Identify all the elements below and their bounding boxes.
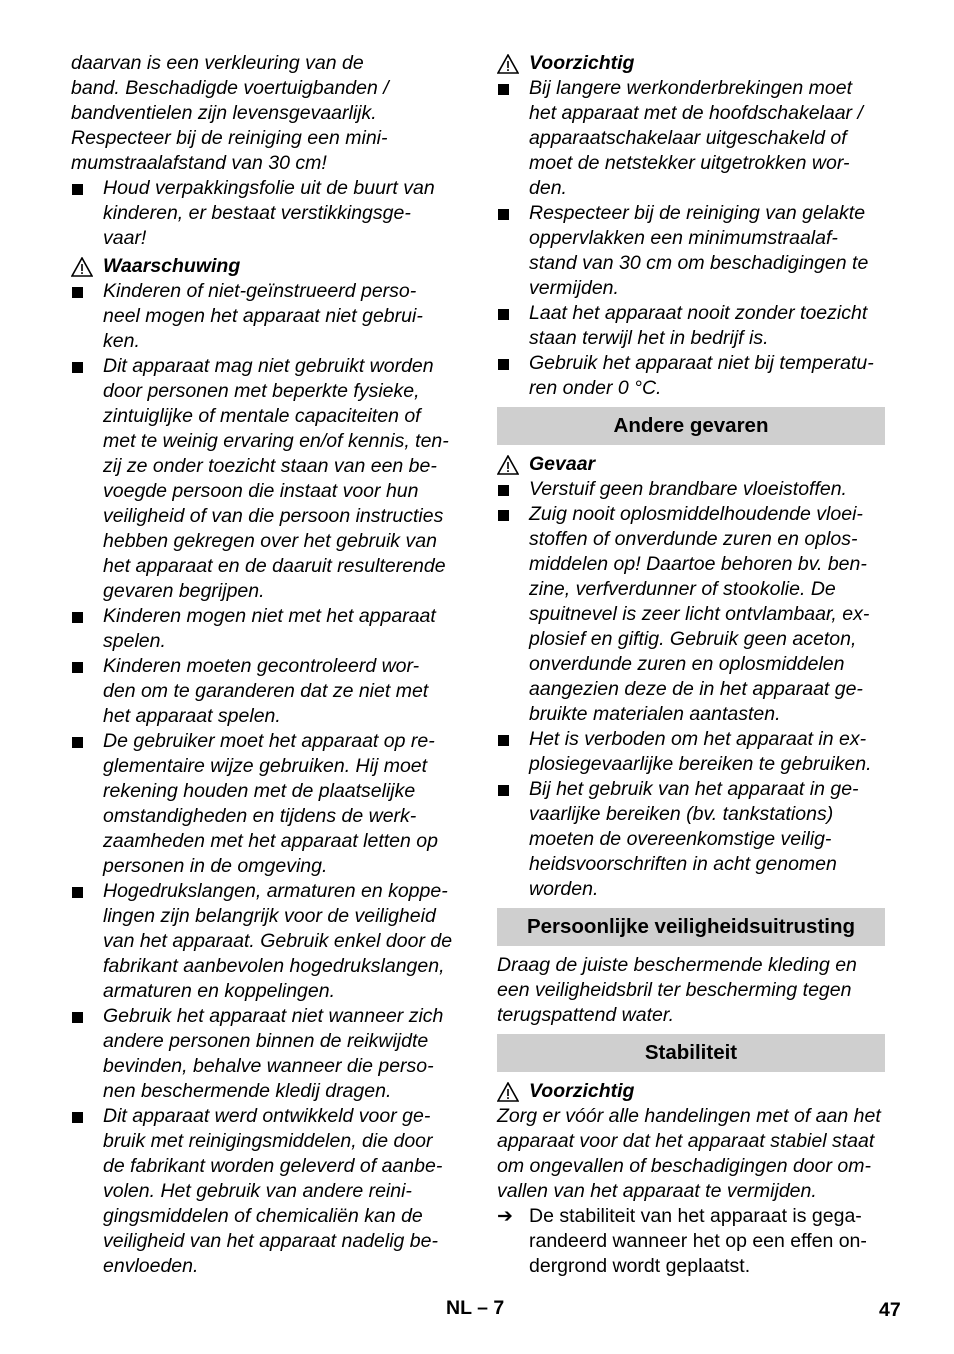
text-line: vermijden. <box>529 277 619 299</box>
list-item <box>71 279 459 354</box>
text-line: armaturen en koppelingen. <box>103 980 335 1002</box>
caution-heading-2 <box>497 1079 885 1104</box>
text-line: een veiligheidsbril ter bescherming tegen <box>497 979 852 1001</box>
list-item <box>497 777 885 902</box>
square-bullet-icon <box>72 612 83 623</box>
arrow-right-icon: ➔ <box>497 1206 513 1227</box>
square-bullet-icon <box>498 485 509 496</box>
text-line: middelen op! Daartoe behoren bv. ben- <box>529 553 867 575</box>
text-line: Kinderen of niet-geïnstrueerd perso- <box>103 280 417 302</box>
text-line: Bij langere werkonderbrekingen moet <box>529 77 853 99</box>
text-line: Laat het apparaat nooit zonder toezicht <box>529 302 868 324</box>
text-line: neel mogen het apparaat niet gebrui- <box>103 305 423 327</box>
text-line: bruik met reinigingsmiddelen, die door <box>103 1130 433 1152</box>
text-line: apparaatschakelaar uitgeschakeld of <box>529 127 847 149</box>
text-line: stand van 30 cm om beschadigingen te <box>529 252 869 274</box>
text-line: staan terwijl het in bedrijf is. <box>529 327 769 349</box>
text-line: envloeden. <box>103 1255 199 1277</box>
text-line: omstandigheden en tijdens de werk- <box>103 805 417 827</box>
text-line: andere personen binnen de reikwijdte <box>103 1030 429 1052</box>
text-line: lingen zijn belangrijk voor de veiligheid <box>103 905 436 927</box>
text-line: Gebruik het apparaat niet bij temperatu- <box>529 352 874 374</box>
text-line: terugspattend water. <box>497 1004 675 1026</box>
text-line: nen beschermende kledij dragen. <box>103 1080 392 1102</box>
text-line: rekening houden met de plaatselijke <box>103 780 416 802</box>
bullet-list-d <box>497 477 885 902</box>
danger-heading <box>497 452 885 477</box>
text-line: Verstuif geen brandbare vloeistoffen. <box>529 478 847 500</box>
list-item <box>497 727 885 777</box>
square-bullet-icon <box>72 362 83 373</box>
text-line: bandventielen zijn levensgevaarlijk. <box>71 102 377 124</box>
text-line: voegde persoon die instaat voor hun <box>103 480 419 502</box>
text-line: om ongevallen of beschadigingen door om- <box>497 1155 871 1177</box>
text-line: aangezien deze de in het apparaat ge- <box>529 678 863 700</box>
text-line: gingsmiddelen of chemicaliën kan de <box>103 1205 423 1227</box>
text-line: apparaat voor dat het apparaat stabiel staat <box>497 1130 875 1152</box>
result-item <box>497 1204 885 1279</box>
list-item <box>497 301 885 351</box>
text-line: gevaren begrijpen. <box>103 580 265 602</box>
list-item <box>71 879 459 1004</box>
caution-label-2: Voorzichtig <box>529 1080 635 1102</box>
list-item <box>497 76 885 201</box>
caution-label: Voorzichtig <box>529 52 635 74</box>
warning-heading <box>71 254 459 279</box>
right-column <box>497 51 885 1279</box>
list-item <box>71 354 459 604</box>
footer-page-number: 47 <box>879 1299 901 1321</box>
ppe-text <box>497 953 885 1028</box>
square-bullet-icon <box>498 359 509 370</box>
text-line: Het is verboden om het apparaat in ex- <box>529 728 867 750</box>
footer-page-local: – 7 <box>477 1297 505 1319</box>
text-line: glementaire wijze gebruiken. Hij moet <box>103 755 428 777</box>
warning-triangle-icon <box>497 455 519 475</box>
text-line: ren onder 0 °C. <box>529 377 662 399</box>
text-line: mumstraalafstand van 30 cm! <box>71 152 327 174</box>
square-bullet-icon <box>72 287 83 298</box>
text-line: het apparaat spelen. <box>103 705 281 727</box>
text-line: spelen. <box>103 630 166 652</box>
text-line: De stabiliteit van het apparaat is gega- <box>529 1205 862 1227</box>
square-bullet-icon <box>498 309 509 320</box>
section-heading-ppe: Persoonlijke veiligheidsuitrusting <box>497 908 885 946</box>
text-line: Kinderen moeten gecontroleerd wor- <box>103 655 420 677</box>
list-item <box>71 1004 459 1104</box>
text-line: bruikte materialen aantasten. <box>529 703 781 725</box>
text-line: zaamheden met het apparaat letten op <box>103 830 438 852</box>
text-line: vaarlijke bereiken (bv. tankstations) <box>529 803 834 825</box>
intro-text <box>71 51 459 176</box>
square-bullet-icon <box>498 510 509 521</box>
stability-text <box>497 1104 885 1204</box>
square-bullet-icon <box>72 1012 83 1023</box>
text-line: moet de netstekker uitgetrokken wor- <box>529 152 850 174</box>
caution-heading <box>497 51 885 76</box>
text-line: Kinderen mogen niet met het apparaat <box>103 605 436 627</box>
danger-label: Gevaar <box>529 453 596 475</box>
text-line: plosiegevaarlijke bereiken te gebruiken. <box>529 753 872 775</box>
text-line: ken. <box>103 330 140 352</box>
text-line: van het apparaat. Gebruik enkel door de <box>103 930 453 952</box>
text-line: band. Beschadigde voertuigbanden / <box>71 77 389 99</box>
square-bullet-icon <box>498 785 509 796</box>
text-line: spuitnevel is zeer licht ontvlambaar, ex- <box>529 603 870 625</box>
square-bullet-icon <box>72 662 83 673</box>
square-bullet-icon <box>72 737 83 748</box>
text-line: den. <box>529 177 567 199</box>
text-line: fabrikant aanbevolen hogedrukslangen, <box>103 955 445 977</box>
text-line: Respecteer bij de reiniging een mini- <box>71 127 388 149</box>
footer-page-label <box>446 1297 504 1320</box>
list-item <box>497 201 885 301</box>
bullet-list-c <box>497 76 885 401</box>
warning-triangle-icon <box>497 54 519 74</box>
list-item <box>497 477 885 502</box>
text-line: hebben gekregen over het gebruik van <box>103 530 437 552</box>
text-line: personen in de omgeving. <box>103 855 328 877</box>
list-item <box>71 1104 459 1279</box>
text-line: onverdunde zuren en oplosmiddelen <box>529 653 845 675</box>
text-line: het apparaat en de daaruit resulterende <box>103 555 446 577</box>
list-item <box>497 502 885 727</box>
list-item <box>497 351 885 401</box>
text-line: zine, verfverdunner of stookolie. De <box>529 578 836 600</box>
text-line: stoffen of onverdunde zuren en oplos- <box>529 528 858 550</box>
text-line: de fabrikant worden geleverd of aanbe- <box>103 1155 443 1177</box>
text-line: Gebruik het apparaat niet wanneer zich <box>103 1005 444 1027</box>
warning-triangle-icon <box>497 1082 519 1102</box>
text-line: zij ze onder toezicht staan van een be- <box>103 455 437 477</box>
warning-label: Waarschuwing <box>103 255 241 277</box>
text-line: randeerd wanneer het op een effen on- <box>529 1230 867 1252</box>
text-line: Respecteer bij de reiniging van gelakte <box>529 202 866 224</box>
text-line: met te weinig ervaring en/of kennis, ten- <box>103 430 449 452</box>
text-line: den om te garanderen dat ze niet met <box>103 680 429 702</box>
section-heading-stabiliteit: Stabiliteit <box>497 1034 885 1072</box>
text-line: Bij het gebruik van het apparaat in ge- <box>529 778 859 800</box>
text-line: De gebruiker moet het apparaat op re- <box>103 730 435 752</box>
text-line: Dit apparaat mag niet gebruikt worden <box>103 355 434 377</box>
square-bullet-icon <box>72 1112 83 1123</box>
text-line: Dit apparaat werd ontwikkeld voor ge- <box>103 1105 431 1127</box>
text-line: Zorg er vóór alle handelingen met of aan het <box>497 1105 881 1127</box>
square-bullet-icon <box>72 887 83 898</box>
text-line: heidsvoorschriften in acht genomen <box>529 853 837 875</box>
text-line: vaar! <box>103 227 147 249</box>
text-line: worden. <box>529 878 599 900</box>
bullet-list-b <box>71 279 459 1279</box>
text-line: plosief en giftig. Gebruik geen aceton, <box>529 628 857 650</box>
text-line: door personen met beperkte fysieke, <box>103 380 420 402</box>
warning-triangle-icon <box>71 257 93 277</box>
text-line: Draag de juiste beschermende kleding en <box>497 954 857 976</box>
text-line: volen. Het gebruik van andere reini- <box>103 1180 412 1202</box>
text-line: Houd verpakkingsfolie uit de buurt van <box>103 177 435 199</box>
text-line: kinderen, er bestaat verstikkingsge- <box>103 202 411 224</box>
text-line: Hogedrukslangen, armaturen en koppe- <box>103 880 448 902</box>
text-line: daarvan is een verkleuring van de <box>71 52 364 74</box>
footer-section: NL <box>446 1297 472 1319</box>
square-bullet-icon <box>498 735 509 746</box>
list-item <box>71 176 459 251</box>
text-line: oppervlakken een minimumstraalaf- <box>529 227 838 249</box>
square-bullet-icon <box>72 184 83 195</box>
text-line: veiligheid van het apparaat nadelig be- <box>103 1230 438 1252</box>
text-line: Zuig nooit oplosmiddelhoudende vloei- <box>529 503 863 525</box>
text-line: vallen van het apparaat te vermijden. <box>497 1180 817 1202</box>
text-line: veiligheid of van die persoon instructies <box>103 505 444 527</box>
bullet-list-a <box>71 176 459 251</box>
square-bullet-icon <box>498 84 509 95</box>
square-bullet-icon <box>498 209 509 220</box>
text-line: moeten de overeenkomstige veilig- <box>529 828 832 850</box>
list-item <box>71 604 459 654</box>
text-line: het apparaat met de hoofdschakelaar / <box>529 102 863 124</box>
text-line: bevinden, behalve wanneer die perso- <box>103 1055 434 1077</box>
text-line: zintuiglijke of mentale capaciteiten of <box>103 405 421 427</box>
list-item <box>71 729 459 879</box>
left-column <box>71 51 459 1279</box>
text-line: dergrond wordt geplaatst. <box>529 1255 751 1277</box>
section-heading-andere-gevaren: Andere gevaren <box>497 407 885 445</box>
list-item <box>71 654 459 729</box>
